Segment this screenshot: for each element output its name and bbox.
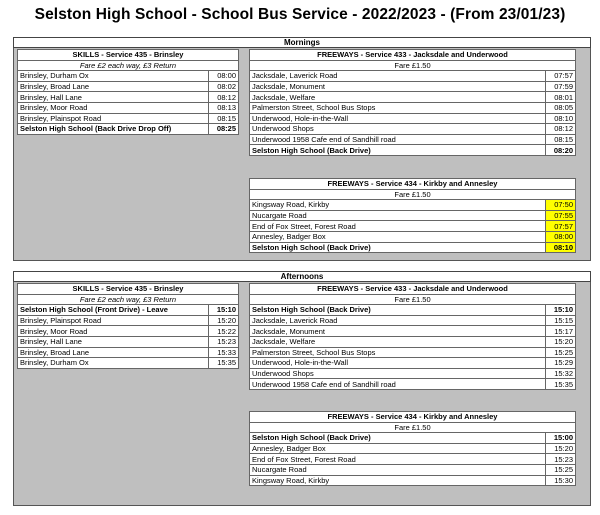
time-cell: 07:57 xyxy=(546,221,576,232)
time-cell: 08:15 xyxy=(209,113,239,124)
time-cell: 15:15 xyxy=(546,315,576,326)
stop-name-cell: Underwood 1958 Cafe end of Sandhill road xyxy=(250,379,546,390)
table-row xyxy=(18,102,239,113)
table-row xyxy=(18,326,239,337)
stop-name-cell: Brinsley, Moor Road xyxy=(18,102,209,113)
stop-name-cell: Underwood Shops xyxy=(250,368,546,379)
mornings-freeways-433-table xyxy=(249,49,576,156)
table-row xyxy=(250,358,576,369)
time-cell: 15:25 xyxy=(546,464,576,475)
table-row xyxy=(250,92,576,103)
time-cell: 15:35 xyxy=(546,379,576,390)
table-row xyxy=(250,443,576,454)
stop-name-cell: Brinsley, Moor Road xyxy=(18,326,209,337)
stop-name-cell: Nucargate Road xyxy=(250,464,546,475)
stop-name-cell: End of Fox Street, Forest Road xyxy=(250,454,546,465)
table-row xyxy=(250,464,576,475)
table-row xyxy=(250,124,576,135)
time-cell: 08:20 xyxy=(546,145,576,156)
table-row xyxy=(250,368,576,379)
table-row xyxy=(18,81,239,92)
stop-name-cell: Selston High School (Back Drive Drop Off) xyxy=(18,124,209,135)
table-row xyxy=(18,315,239,326)
table-row xyxy=(250,347,576,358)
time-cell: 15:29 xyxy=(546,358,576,369)
table-row xyxy=(250,81,576,92)
time-cell: 08:10 xyxy=(546,242,576,253)
time-cell: 15:33 xyxy=(209,347,239,358)
mornings-freeways-434-table xyxy=(249,178,576,253)
time-cell: 07:57 xyxy=(546,71,576,82)
time-cell: 15:30 xyxy=(546,475,576,486)
time-cell: 15:00 xyxy=(546,433,576,444)
stop-name-cell: Underwood, Hole-in-the-Wall xyxy=(250,113,546,124)
table-header: FREEWAYS - Service 433 - Jacksdale and Underwood xyxy=(250,50,576,61)
stop-name-cell: Selston High School (Back Drive) xyxy=(250,242,546,253)
time-cell: 07:50 xyxy=(546,200,576,211)
time-cell: 08:12 xyxy=(546,124,576,135)
time-cell: 07:55 xyxy=(546,210,576,221)
stop-name-cell: Nucargate Road xyxy=(250,210,546,221)
time-cell: 08:10 xyxy=(546,113,576,124)
table-row xyxy=(250,71,576,82)
mornings-heading: Mornings xyxy=(13,37,591,48)
table-row xyxy=(250,145,576,156)
afternoons-skills-table xyxy=(17,283,239,369)
afternoons-freeways-433-table xyxy=(249,283,576,390)
table-header: SKILLS - Service 435 - Brinsley xyxy=(18,284,239,295)
fare-text: Fare £1.50 xyxy=(250,294,576,305)
stop-name-cell: Underwood 1958 Cafe end of Sandhill road xyxy=(250,134,546,145)
time-cell: 15:20 xyxy=(546,443,576,454)
stop-name-cell: Brinsley, Broad Lane xyxy=(18,347,209,358)
time-cell: 15:35 xyxy=(209,358,239,369)
table-row xyxy=(250,102,576,113)
table-header: FREEWAYS - Service 433 - Jacksdale and Underwood xyxy=(250,284,576,295)
time-cell: 07:59 xyxy=(546,81,576,92)
stop-name-cell: Selston High School (Back Drive) xyxy=(250,305,546,316)
time-cell: 08:02 xyxy=(209,81,239,92)
stop-name-cell: Selston High School (Back Drive) xyxy=(250,433,546,444)
table-row xyxy=(250,305,576,316)
table-row xyxy=(250,231,576,242)
table-row xyxy=(18,113,239,124)
table-row xyxy=(250,475,576,486)
stop-name-cell: Jacksdale, Welfare xyxy=(250,336,546,347)
stop-name-cell: Jacksdale, Laverick Road xyxy=(250,315,546,326)
stop-name-cell: Brinsley, Hall Lane xyxy=(18,92,209,103)
table-row xyxy=(250,433,576,444)
time-cell: 08:25 xyxy=(209,124,239,135)
time-cell: 15:23 xyxy=(209,336,239,347)
table-row xyxy=(18,358,239,369)
afternoons-heading: Afternoons xyxy=(13,271,591,282)
fare-text: Fare £2 each way, £3 Return xyxy=(18,60,239,71)
stop-name-cell: Brinsley, Broad Lane xyxy=(18,81,209,92)
table-row xyxy=(18,124,239,135)
table-row xyxy=(250,454,576,465)
table-row xyxy=(250,210,576,221)
table-row xyxy=(250,242,576,253)
table-header: SKILLS - Service 435 - Brinsley xyxy=(18,50,239,61)
time-cell: 08:05 xyxy=(546,102,576,113)
time-cell: 15:25 xyxy=(546,347,576,358)
table-row xyxy=(250,379,576,390)
fare-text: Fare £1.50 xyxy=(250,422,576,433)
stop-name-cell: Selston High School (Front Drive) - Leave xyxy=(18,305,209,316)
time-cell: 15:10 xyxy=(209,305,239,316)
mornings-skills-table xyxy=(17,49,239,135)
afternoons-freeways-434-table xyxy=(249,411,576,486)
table-row xyxy=(18,336,239,347)
table-row xyxy=(250,336,576,347)
time-cell: 15:17 xyxy=(546,326,576,337)
stop-name-cell: Selston High School (Back Drive) xyxy=(250,145,546,156)
table-row xyxy=(250,326,576,337)
table-row xyxy=(18,71,239,82)
time-cell: 08:15 xyxy=(546,134,576,145)
time-cell: 15:10 xyxy=(546,305,576,316)
time-cell: 15:22 xyxy=(209,326,239,337)
stop-name-cell: Jacksdale, Monument xyxy=(250,326,546,337)
table-row xyxy=(250,134,576,145)
stop-name-cell: Brinsley, Hall Lane xyxy=(18,336,209,347)
table-row xyxy=(250,221,576,232)
page-title: Selston High School - School Bus Service - 2022/2023 - (From 23/01/23) xyxy=(34,6,566,23)
table-row xyxy=(250,200,576,211)
time-cell: 08:13 xyxy=(209,102,239,113)
time-cell: 08:00 xyxy=(546,231,576,242)
stop-name-cell: Kingsway Road, Kirkby xyxy=(250,200,546,211)
table-header: FREEWAYS - Service 434 - Kirkby and Annesley xyxy=(250,412,576,423)
stop-name-cell: Brinsley, Durham Ox xyxy=(18,358,209,369)
stop-name-cell: End of Fox Street, Forest Road xyxy=(250,221,546,232)
fare-text: Fare £1.50 xyxy=(250,189,576,200)
table-row xyxy=(250,113,576,124)
stop-name-cell: Kingsway Road, Kirkby xyxy=(250,475,546,486)
table-row xyxy=(250,315,576,326)
table-row xyxy=(18,92,239,103)
stop-name-cell: Brinsley, Plainspot Road xyxy=(18,113,209,124)
stop-name-cell: Underwood, Hole-in-the-Wall xyxy=(250,358,546,369)
stop-name-cell: Jacksdale, Welfare xyxy=(250,92,546,103)
stop-name-cell: Jacksdale, Laverick Road xyxy=(250,71,546,82)
stop-name-cell: Annesley, Badger Box xyxy=(250,443,546,454)
time-cell: 08:12 xyxy=(209,92,239,103)
stop-name-cell: Brinsley, Plainspot Road xyxy=(18,315,209,326)
time-cell: 08:00 xyxy=(209,71,239,82)
table-row xyxy=(18,305,239,316)
stop-name-cell: Annesley, Badger Box xyxy=(250,231,546,242)
stop-name-cell: Palmerston Street, School Bus Stops xyxy=(250,347,546,358)
time-cell: 08:01 xyxy=(546,92,576,103)
fare-text: Fare £2 each way, £3 Return xyxy=(18,294,239,305)
stop-name-cell: Underwood Shops xyxy=(250,124,546,135)
time-cell: 15:20 xyxy=(209,315,239,326)
table-header: FREEWAYS - Service 434 - Kirkby and Annesley xyxy=(250,179,576,190)
time-cell: 15:23 xyxy=(546,454,576,465)
fare-text: Fare £1.50 xyxy=(250,60,576,71)
stop-name-cell: Palmerston Street, School Bus Stops xyxy=(250,102,546,113)
stop-name-cell: Jacksdale, Monument xyxy=(250,81,546,92)
time-cell: 15:32 xyxy=(546,368,576,379)
stop-name-cell: Brinsley, Durham Ox xyxy=(18,71,209,82)
table-row xyxy=(18,347,239,358)
time-cell: 15:20 xyxy=(546,336,576,347)
